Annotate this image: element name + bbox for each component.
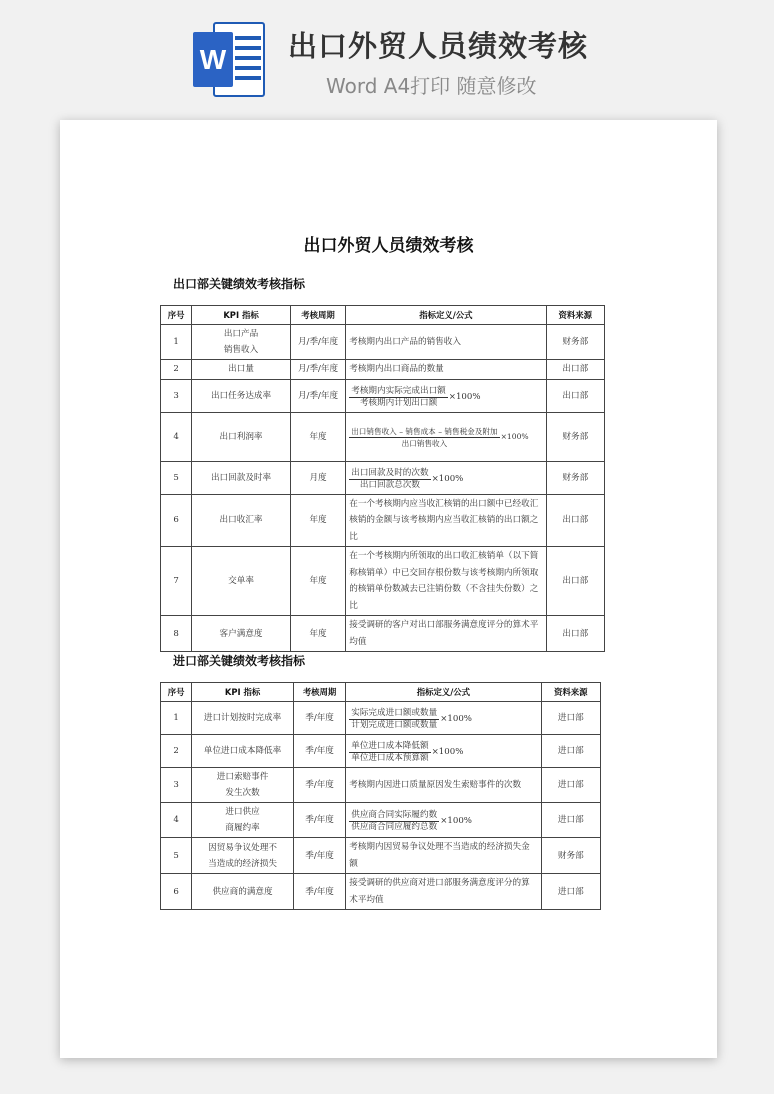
formula-numerator: 出口回款及时的次数 xyxy=(351,467,429,478)
fraction xyxy=(349,386,448,409)
row-number: 8 xyxy=(161,616,192,652)
table-row xyxy=(161,325,605,360)
kpi-name: 供应商的满意度 xyxy=(192,874,294,910)
table-header-row xyxy=(161,306,605,325)
table-row xyxy=(161,838,601,874)
row-number: 5 xyxy=(161,461,192,494)
formula-numerator: 出口销售收入 – 销售成本 – 销售税金及附加 xyxy=(351,427,498,436)
formula-denominator: 供应商合同应履约总数 xyxy=(351,822,438,832)
formula-multiplier: ×100% xyxy=(440,816,472,827)
row-number: 5 xyxy=(161,838,192,874)
assessment-period: 季/年度 xyxy=(293,702,345,735)
data-source: 进口部 xyxy=(541,874,600,910)
data-source: 财务部 xyxy=(546,325,604,360)
formula-denominator: 出口回款总次数 xyxy=(359,479,420,490)
table-row xyxy=(161,803,601,838)
assessment-period: 季/年度 xyxy=(293,768,345,803)
row-number: 1 xyxy=(161,702,192,735)
formula xyxy=(349,810,472,833)
table-header-row xyxy=(161,683,601,702)
row-number: 4 xyxy=(161,803,192,838)
data-source: 财务部 xyxy=(541,838,600,874)
formula xyxy=(349,741,463,764)
data-source: 出口部 xyxy=(546,360,604,380)
formula-multiplier: ×100% xyxy=(431,473,464,484)
formula-multiplier: ×100% xyxy=(440,714,472,725)
kpi-name: 出口回款及时率 xyxy=(192,461,291,494)
assessment-period: 月/季/年度 xyxy=(290,379,345,412)
definition-cell xyxy=(346,379,546,412)
formula-numerator: 单位进口成本降低额 xyxy=(351,741,429,751)
export-kpi-table xyxy=(160,305,605,652)
banner-subtitle: Word A4打印 随意修改 xyxy=(326,74,537,98)
fraction xyxy=(349,468,430,491)
definition-cell: 考核期内出口商品的数量 xyxy=(346,360,546,380)
word-document-icon xyxy=(193,22,265,97)
kpi-name: 因贸易争议处理不 当造成的经济损失 xyxy=(192,838,294,874)
row-number: 6 xyxy=(161,494,192,547)
table-row xyxy=(161,874,601,910)
definition-cell: 接受调研的供应商对进口部服务满意度评分的算术平均值 xyxy=(346,874,541,910)
column-header: 考核周期 xyxy=(290,306,345,325)
formula xyxy=(349,708,472,731)
column-header: KPI 指标 xyxy=(192,683,294,702)
formula xyxy=(349,468,463,491)
assessment-period: 季/年度 xyxy=(293,874,345,910)
assessment-period: 季/年度 xyxy=(293,735,345,768)
kpi-name: 出口任务达成率 xyxy=(192,379,291,412)
table-row xyxy=(161,616,605,652)
definition-cell xyxy=(346,803,541,838)
formula-numerator: 实际完成进口额或数量 xyxy=(351,708,438,718)
table-row xyxy=(161,547,605,616)
row-number: 2 xyxy=(161,735,192,768)
export-section-title: 出口部关键绩效考核指标 xyxy=(173,277,306,291)
kpi-name: 交单率 xyxy=(192,547,291,616)
definition-cell xyxy=(346,702,541,735)
definition-cell: 考核期内出口产品的销售收入 xyxy=(346,325,546,360)
formula xyxy=(349,386,480,409)
formula-multiplier: ×100% xyxy=(500,432,529,442)
table-row xyxy=(161,360,605,380)
formula-multiplier: ×100% xyxy=(431,747,464,758)
column-header: 序号 xyxy=(161,306,192,325)
data-source: 出口部 xyxy=(546,494,604,547)
assessment-period: 年度 xyxy=(290,616,345,652)
data-source: 财务部 xyxy=(546,412,604,461)
table-row xyxy=(161,461,605,494)
word-icon-letter: W xyxy=(193,32,233,87)
table-row xyxy=(161,702,601,735)
data-source: 财务部 xyxy=(546,461,604,494)
row-number: 3 xyxy=(161,379,192,412)
row-number: 6 xyxy=(161,874,192,910)
data-source: 出口部 xyxy=(546,379,604,412)
assessment-period: 季/年度 xyxy=(293,838,345,874)
assessment-period: 年度 xyxy=(290,547,345,616)
table-row xyxy=(161,735,601,768)
definition-cell: 考核期内因贸易争议处理不当造成的经济损失金额 xyxy=(346,838,541,874)
import-section-title: 进口部关键绩效考核指标 xyxy=(173,654,306,668)
kpi-name: 出口产品 销售收入 xyxy=(192,325,291,360)
page-title: 出口外贸人员绩效考核 xyxy=(303,236,474,256)
assessment-period: 月度 xyxy=(290,461,345,494)
kpi-name: 进口计划按时完成率 xyxy=(192,702,294,735)
document-page xyxy=(60,120,717,1058)
formula-denominator: 单位进口成本预算额 xyxy=(351,753,429,763)
import-kpi-table xyxy=(160,682,601,910)
definition-cell: 考核期内因进口质量原因发生索赔事件的次数 xyxy=(346,768,541,803)
fraction xyxy=(349,741,430,764)
assessment-period: 年度 xyxy=(290,494,345,547)
fraction xyxy=(349,708,439,731)
formula-denominator: 考核期内计划出口额 xyxy=(359,397,438,408)
column-header: 指标定义/公式 xyxy=(346,683,541,702)
data-source: 进口部 xyxy=(541,768,600,803)
row-number: 1 xyxy=(161,325,192,360)
data-source: 进口部 xyxy=(541,702,600,735)
definition-cell: 在一个考核期内应当收汇核销的出口额中已经收汇核销的金额与该考核期内应当收汇核销的出口额之比 xyxy=(346,494,546,547)
data-source: 出口部 xyxy=(546,547,604,616)
table-row xyxy=(161,412,605,461)
column-header: 资料来源 xyxy=(541,683,600,702)
formula-numerator: 考核期内实际完成出口额 xyxy=(351,385,446,396)
column-header: 指标定义/公式 xyxy=(346,306,546,325)
kpi-name: 进口索赔事件 发生次数 xyxy=(192,768,294,803)
kpi-name: 单位进口成本降低率 xyxy=(192,735,294,768)
formula-denominator: 计划完成进口额或数量 xyxy=(351,720,438,730)
assessment-period: 年度 xyxy=(290,412,345,461)
table-row xyxy=(161,768,601,803)
assessment-period: 月/季/年度 xyxy=(290,360,345,380)
definition-cell xyxy=(346,412,546,461)
row-number: 2 xyxy=(161,360,192,380)
column-header: 考核周期 xyxy=(293,683,345,702)
assessment-period: 季/年度 xyxy=(293,803,345,838)
banner xyxy=(0,0,774,112)
data-source: 进口部 xyxy=(541,803,600,838)
kpi-name: 出口利润率 xyxy=(192,412,291,461)
data-source: 进口部 xyxy=(541,735,600,768)
definition-cell: 接受调研的客户对出口部服务满意度评分的算术平均值 xyxy=(346,616,546,652)
column-header: 序号 xyxy=(161,683,192,702)
data-source: 出口部 xyxy=(546,616,604,652)
banner-title: 出口外贸人员绩效考核 xyxy=(288,29,589,63)
row-number: 3 xyxy=(161,768,192,803)
formula-denominator: 出口销售收入 xyxy=(401,439,448,448)
row-number: 7 xyxy=(161,547,192,616)
table-row xyxy=(161,379,605,412)
column-header: 资料来源 xyxy=(546,306,604,325)
fraction xyxy=(349,426,499,449)
kpi-name: 进口供应 商履约率 xyxy=(192,803,294,838)
kpi-name: 客户满意度 xyxy=(192,616,291,652)
fraction xyxy=(349,810,439,833)
kpi-name: 出口收汇率 xyxy=(192,494,291,547)
definition-cell xyxy=(346,735,541,768)
formula xyxy=(349,426,528,449)
kpi-name: 出口量 xyxy=(192,360,291,380)
definition-cell: 在一个考核期内所领取的出口收汇核销单（以下简称核销单）中已交回存根份数与该考核期内所领取的核销单份数减去已注销份数（不含挂失份数）之比 xyxy=(346,547,546,616)
assessment-period: 月/季/年度 xyxy=(290,325,345,360)
row-number: 4 xyxy=(161,412,192,461)
table-row xyxy=(161,494,605,547)
formula-multiplier: ×100% xyxy=(448,391,481,402)
column-header: KPI 指标 xyxy=(192,306,291,325)
definition-cell xyxy=(346,461,546,494)
formula-numerator: 供应商合同实际履约数 xyxy=(351,810,438,820)
